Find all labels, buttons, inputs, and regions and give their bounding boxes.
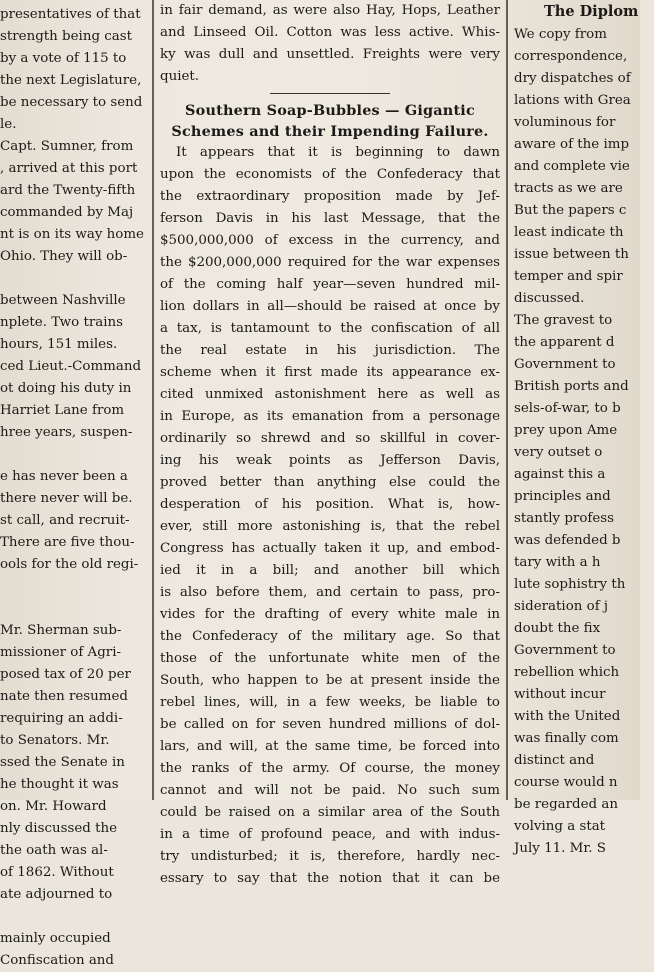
column-rule-left — [152, 0, 154, 800]
right-text-line: was defended b — [514, 533, 621, 548]
right-text-line: correspondence, — [514, 49, 628, 64]
right-text-line: the apparent d — [514, 335, 615, 350]
article-text-line: upon the economists of the Confederacy that — [160, 167, 500, 182]
article-text-line: the ranks of the army. Of course, the money — [160, 761, 500, 776]
article-text-line: in Europe, as its emanation from a personage — [160, 409, 500, 424]
article-headline — [160, 100, 500, 142]
left-text-line: requiring an addi- — [0, 711, 123, 726]
article-text-line: in a time of profound peace, and with indus- — [160, 827, 500, 842]
right-text-line: lations with Grea — [514, 93, 631, 108]
article-text-line: the Confederacy of the military age. So that — [160, 629, 500, 644]
right-text-line: voluminous for — [514, 115, 616, 130]
right-text-line: temper and spir — [514, 269, 623, 284]
left-text-line: commanded by Maj — [0, 205, 134, 220]
right-text-line: The gravest to — [514, 313, 613, 328]
article-text-line: rebel lines, will, in a few weeks, be liable to — [160, 695, 500, 710]
right-column-text — [514, 24, 654, 860]
left-text-line: nt is on its way home — [0, 227, 144, 242]
article-text-line: It appears that it is beginning to dawn — [176, 145, 500, 160]
right-text-line: doubt the fix — [514, 621, 601, 636]
right-text-line: principles and — [514, 489, 611, 504]
left-text-line: st call, and recruit- — [0, 513, 130, 528]
right-text-line: But the papers c — [514, 203, 627, 218]
article-text-line: the extraordinary proposition made by Jef- — [160, 189, 500, 204]
left-text-line: the oath was al- — [0, 843, 108, 858]
left-text-line: Confiscation and — [0, 953, 115, 968]
left-text-line: ools for the old regi- — [0, 557, 139, 572]
column-rule-right — [506, 0, 508, 800]
right-text-line: July 11. Mr. S — [514, 841, 606, 856]
right-text-line: against this a — [514, 467, 606, 482]
right-text-line: aware of the imp — [514, 137, 630, 152]
right-text-line: tary with a h — [514, 555, 601, 570]
left-column — [0, 0, 146, 968]
left-column-text — [0, 4, 146, 972]
right-text-line: sels-of-war, to b — [514, 401, 621, 416]
headline-line-1: Southern Soap-Bubbles — Gigantic — [185, 102, 475, 119]
left-text-line: the next Legislature, — [0, 73, 142, 88]
right-text-line: distinct and — [514, 753, 595, 768]
article-text-line: of the coming half year—seven hundred mil- — [160, 277, 500, 292]
right-text-line: discussed. — [514, 291, 585, 306]
left-text-line: Mr. Sherman sub- — [0, 623, 122, 638]
market-text-line: and Linseed Oil. Cotton was less active. Whis- — [160, 25, 500, 40]
article-text-line: vides for the drafting of every white male in — [160, 607, 500, 622]
right-article-title: The Diplom — [544, 3, 639, 20]
right-text-line: and complete vie — [514, 159, 630, 174]
article-text-line: the real estate in his jurisdiction. The — [160, 343, 500, 358]
right-text-line: prey upon Ame — [514, 423, 618, 438]
article-text-line: essary to say that the notion that it can be — [160, 871, 500, 886]
left-text-line: presentatives of that — [0, 7, 141, 22]
market-report-tail — [160, 0, 500, 88]
left-text-line: to Senators. Mr. — [0, 733, 110, 748]
left-text-line: Ohio. They will ob- — [0, 249, 128, 264]
right-text-line: very outset o — [514, 445, 603, 460]
left-text-line: nate then resumed — [0, 689, 128, 704]
left-text-line: There are five thou- — [0, 535, 135, 550]
market-text-line: ky was dull and unsettled. Freights were very — [160, 47, 500, 62]
left-text-line: be necessary to send — [0, 95, 143, 110]
right-text-line: tracts as we are — [514, 181, 623, 196]
left-text-line: ate adjourned to — [0, 887, 113, 902]
left-text-line: between Nashville — [0, 293, 126, 308]
left-text-line: by a vote of 115 to — [0, 51, 127, 66]
left-text-line: he thought it was — [0, 777, 119, 792]
left-text-line: ard the Twenty-fifth — [0, 183, 136, 198]
right-text-line: We copy from — [514, 27, 607, 42]
left-text-line — [0, 576, 146, 598]
article-text-line: cited unmixed astonishment here as well as — [160, 387, 500, 402]
article-text-line: cannot and will not be paid. No such sum — [160, 783, 500, 798]
article-text-line: ever, still more astonishing is, that the rebel — [160, 519, 500, 534]
article-text-line: $500,000,000 of excess in the currency, and — [160, 233, 500, 248]
left-text-line: on. Mr. Howard — [0, 799, 107, 814]
right-text-line: sideration of j — [514, 599, 609, 614]
article-text-line: ing his weak points as Jefferson Davis, — [160, 453, 500, 468]
article-text-line: Congress has actually taken it up, and embod- — [160, 541, 500, 556]
left-text-line: nplete. Two trains — [0, 315, 123, 330]
right-text-line: issue between th — [514, 247, 629, 262]
left-text-line: ssed the Senate in — [0, 755, 125, 770]
right-text-line: rebellion which — [514, 665, 620, 680]
left-text-line: nly discussed the — [0, 821, 118, 836]
article-text-line: proved better than anything else could the — [160, 475, 500, 490]
left-text-line: of 1862. Without — [0, 865, 114, 880]
left-text-line: ced Lieut.-Command — [0, 359, 142, 374]
left-text-line — [0, 444, 146, 466]
article-text-line: try undisturbed; it is, therefore, hardly nec- — [160, 849, 500, 864]
right-text-line: British ports and — [514, 379, 629, 394]
article-text-line: is also before them, and certain to pass, pro- — [160, 585, 500, 600]
left-text-line: hours, 151 miles. — [0, 337, 118, 352]
article-text-line: South, who happen to be at present inside the — [160, 673, 500, 688]
left-text-line: le. — [0, 117, 17, 132]
middle-column — [160, 0, 500, 886]
left-text-line: e has never been a — [0, 469, 128, 484]
article-text-line: scheme when it first made its appearance ex- — [160, 365, 500, 380]
article-text-line: those of the unfortunate white men of the — [160, 651, 500, 666]
right-text-line: was finally com — [514, 731, 619, 746]
right-text-line: least indicate th — [514, 225, 624, 240]
left-text-line — [0, 906, 146, 928]
right-text-line: course would n — [514, 775, 618, 790]
article-text-line: lars, and will, at the same time, be forced into — [160, 739, 500, 754]
article-divider — [160, 88, 500, 100]
article-text-line: could be raised on a similar area of the South — [160, 805, 500, 820]
left-text-line: mainly occupied — [0, 931, 111, 946]
left-text-line: hree years, suspen- — [0, 425, 133, 440]
article-text-line: ordinarily so shrewd and so skillful in cover- — [160, 431, 500, 446]
left-text-line: , arrived at this port — [0, 161, 138, 176]
right-text-line: with the United — [514, 709, 621, 724]
article-body — [160, 142, 500, 890]
article-text-line: ied it in a bill; and another bill which — [160, 563, 500, 578]
left-text-line: Harriet Lane from — [0, 403, 125, 418]
left-text-line: strength being cast — [0, 29, 133, 44]
article-text-line: lion dollars in all—should be raised at once by — [160, 299, 500, 314]
article-text-line: ferson Davis in his last Message, that the — [160, 211, 500, 226]
right-text-line: dry dispatches of — [514, 71, 631, 86]
right-text-line: Government to — [514, 357, 616, 372]
right-text-line: stantly profess — [514, 511, 615, 526]
article-text-line: desperation of his position. What is, how- — [160, 497, 500, 512]
right-column — [514, 0, 654, 856]
left-text-line: missioner of Agri- — [0, 645, 121, 660]
right-text-line: Government to — [514, 643, 616, 658]
right-text-line: lute sophistry th — [514, 577, 626, 592]
market-text-line: in fair demand, as were also Hay, Hops, Leather — [160, 3, 500, 18]
right-text-line: be regarded an — [514, 797, 618, 812]
left-text-line — [0, 598, 146, 620]
headline-line-2: Schemes and their Impending Failure. — [171, 123, 489, 140]
market-text-line: quiet. — [160, 69, 200, 84]
right-text-line: volving a stat — [514, 819, 606, 834]
left-text-line: there never will be. — [0, 491, 133, 506]
article-text-line: be called on for seven hundred millions of dol- — [160, 717, 500, 732]
right-text-line: without incur — [514, 687, 606, 702]
article-text-line: a tax, is tantamount to the confiscation of all — [160, 321, 500, 336]
left-text-line — [0, 268, 146, 290]
left-text-line: Capt. Sumner, from — [0, 139, 134, 154]
left-text-line: posed tax of 20 per — [0, 667, 131, 682]
article-text-line: the $200,000,000 required for the war expenses — [160, 255, 500, 270]
left-text-line: ot doing his duty in — [0, 381, 132, 396]
